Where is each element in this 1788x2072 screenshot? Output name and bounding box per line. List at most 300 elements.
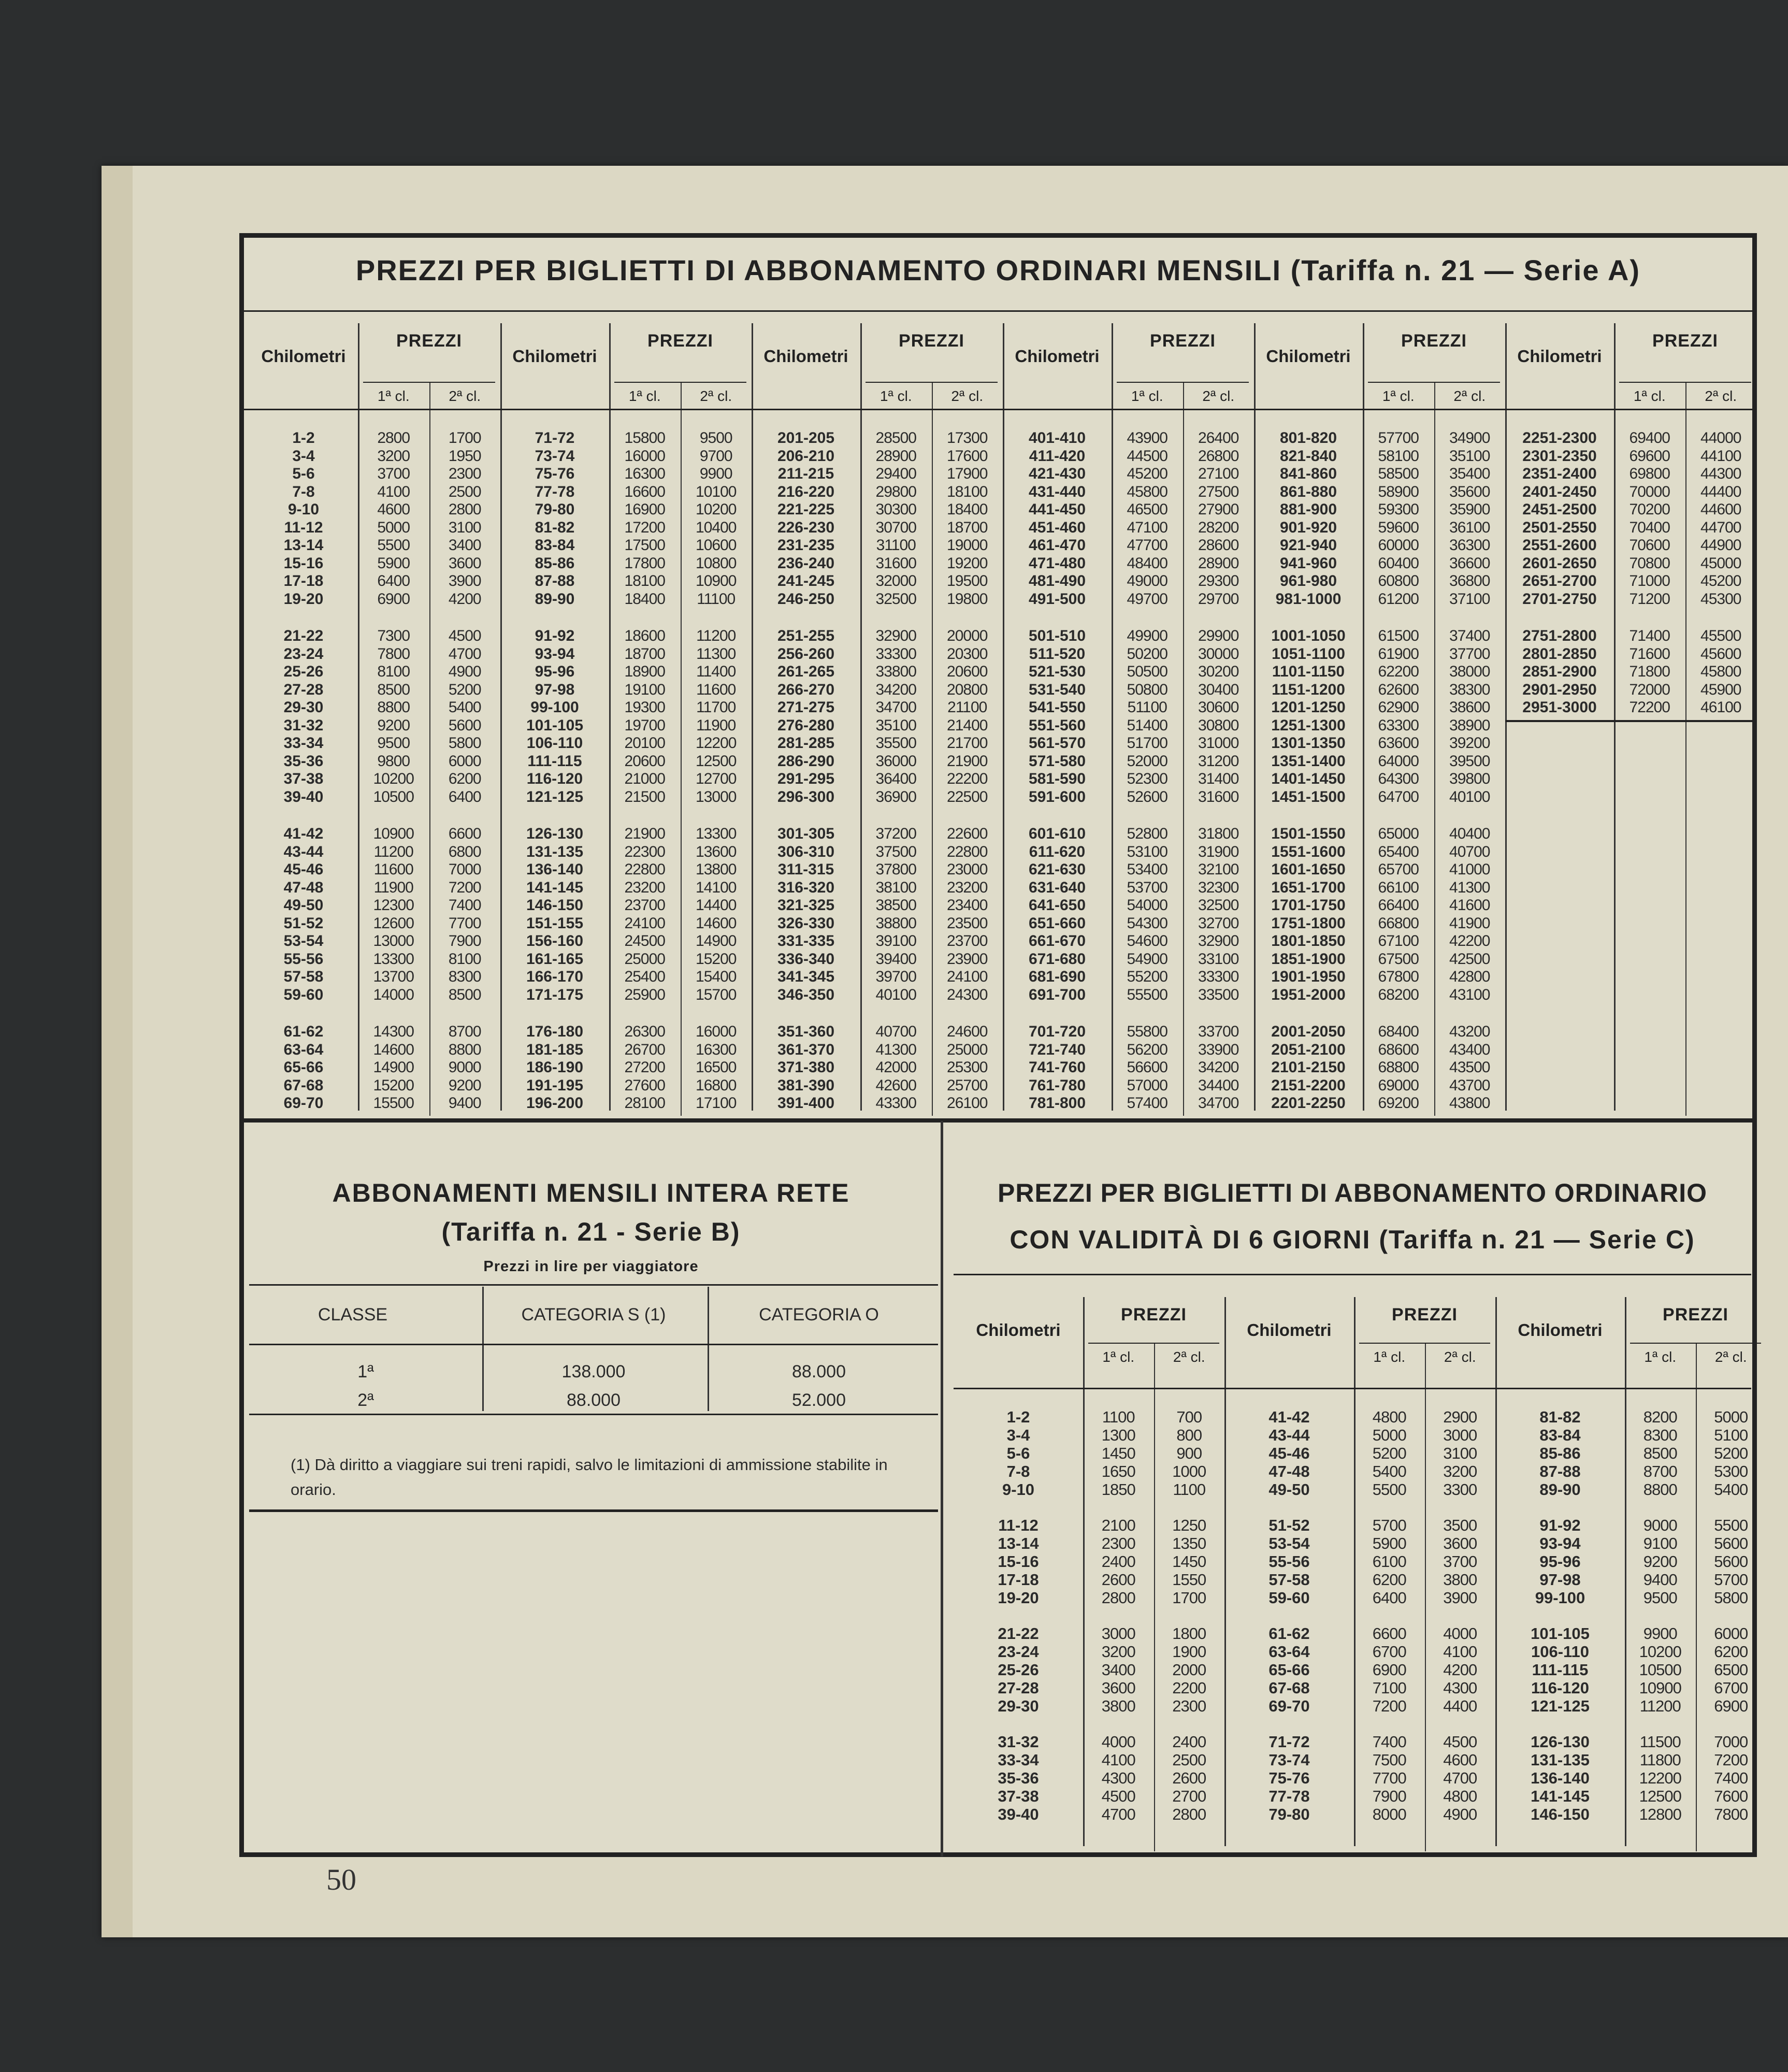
table-km-cell: 2501-2550 <box>1522 519 1597 536</box>
table-price-class2: 6200 <box>1714 1643 1748 1661</box>
table-price-class2: 32500 <box>1198 897 1239 914</box>
table-price-class1: 38800 <box>875 914 916 932</box>
table-price-class2: 44300 <box>1700 465 1741 482</box>
table-price-class1: 24100 <box>624 914 665 932</box>
table-km-cell: 91-92 <box>535 627 575 644</box>
serie-b-row2-classe: 2ª <box>357 1390 374 1410</box>
table-price-class1: 69600 <box>1629 447 1670 465</box>
table-price-class1: 17500 <box>624 537 665 554</box>
table-km-cell: 2601-2650 <box>1522 554 1597 572</box>
table-price-class1: 36900 <box>875 788 916 805</box>
table-km-cell: 411-420 <box>1029 447 1086 465</box>
table-price-class2: 11300 <box>696 645 736 663</box>
table-km-cell: 246-250 <box>777 590 835 608</box>
table-price-class2: 3900 <box>1443 1589 1477 1607</box>
table-km-cell: 2751-2800 <box>1522 627 1597 644</box>
table-price-class1: 66800 <box>1378 914 1419 932</box>
table-price-class1: 70600 <box>1629 537 1670 554</box>
table-price-class1: 66100 <box>1378 879 1419 896</box>
table-km-cell: 65-66 <box>1268 1661 1310 1679</box>
table-price-class2: 43100 <box>1449 986 1490 1003</box>
table-price-class1: 16600 <box>624 483 665 500</box>
table-km-cell: 181-185 <box>526 1041 584 1058</box>
table-km-cell: 841-860 <box>1279 465 1337 482</box>
table-price-class1: 63300 <box>1378 716 1419 734</box>
table-price-class1: 61900 <box>1378 645 1419 663</box>
table-price-class2: 1450 <box>1172 1552 1206 1571</box>
table-km-cell: 79-80 <box>535 501 575 518</box>
table-header-class-1: 1ª cl. <box>1102 1349 1135 1365</box>
table-price-class1: 4300 <box>1101 1769 1135 1787</box>
table-price-class2: 22200 <box>947 770 988 787</box>
table-km-cell: 2951-3000 <box>1522 699 1597 716</box>
table-price-class1: 7900 <box>1372 1787 1406 1805</box>
table-price-class2: 6400 <box>448 788 481 805</box>
table-km-cell: 2101-2150 <box>1271 1059 1346 1076</box>
table-km-cell: 651-660 <box>1028 914 1086 932</box>
table-km-cell: 95-96 <box>535 663 575 680</box>
table-price-class1: 68200 <box>1378 986 1419 1003</box>
table-price-class2: 14600 <box>696 914 737 932</box>
table-price-class1: 56600 <box>1127 1059 1167 1076</box>
table-price-class2: 8500 <box>448 986 481 1003</box>
table-header-class-2: 2ª cl. <box>449 388 481 404</box>
table-price-class1: 15200 <box>373 1076 414 1094</box>
table-end-rule <box>1505 720 1756 722</box>
table-price-class2: 19000 <box>947 537 988 554</box>
table-km-cell: 256-260 <box>777 645 835 663</box>
table-km-cell: 35-36 <box>283 752 324 770</box>
table-km-cell: 51-52 <box>1268 1516 1310 1534</box>
table-km-cell: 5-6 <box>1006 1444 1030 1462</box>
table-km-cell: 29-30 <box>998 1697 1039 1715</box>
table-price-class2: 2800 <box>448 501 481 518</box>
table-price-class1: 12600 <box>373 914 414 932</box>
table-price-class1: 37800 <box>875 861 916 878</box>
table-km-cell: 156-160 <box>526 932 584 949</box>
table-price-class2: 4900 <box>448 663 481 680</box>
table-price-class1: 29800 <box>875 483 916 500</box>
table-price-class1: 72200 <box>1629 699 1670 716</box>
table-price-class1: 53400 <box>1127 861 1167 878</box>
table-km-cell: 11-12 <box>284 519 323 536</box>
table-price-class1: 8000 <box>1372 1805 1406 1823</box>
table-price-class1: 54000 <box>1127 897 1167 914</box>
table-price-class2: 44100 <box>1700 447 1741 465</box>
table-price-class1: 13000 <box>373 932 414 949</box>
table-km-cell: 106-110 <box>1531 1643 1590 1661</box>
table-price-class2: 10100 <box>696 483 737 500</box>
table-km-cell: 451-460 <box>1028 519 1086 536</box>
table-price-class1: 5000 <box>1372 1426 1406 1444</box>
table-km-cell: 29-30 <box>283 699 324 716</box>
table-price-class2: 23000 <box>947 861 988 878</box>
table-header-class-2: 2ª cl. <box>1705 388 1737 404</box>
table-km-cell: 421-430 <box>1028 465 1086 482</box>
table-price-class1: 31600 <box>875 554 916 572</box>
table-price-class1: 63600 <box>1378 735 1419 752</box>
main-table-title: PREZZI PER BIGLIETTI DI ABBONAMENTO ORDINARI MENSILI (Tariffa n. 21 — Serie A) <box>355 254 1641 286</box>
table-km-cell: 55-56 <box>1268 1552 1310 1571</box>
table-price-class2: 9500 <box>699 429 732 447</box>
table-price-class2: 24300 <box>947 986 988 1003</box>
table-km-cell: 87-88 <box>1539 1462 1581 1480</box>
table-price-class2: 14900 <box>696 932 737 949</box>
table-km-cell: 531-540 <box>1028 681 1086 698</box>
table-price-class2: 43700 <box>1449 1076 1490 1094</box>
table-price-class2: 3500 <box>1443 1516 1477 1534</box>
table-km-cell: 166-170 <box>526 968 584 985</box>
table-header-km: Chilometri <box>1266 347 1351 366</box>
table-price-class2: 5600 <box>448 716 481 734</box>
table-km-cell: 1051-1100 <box>1272 645 1345 663</box>
table-price-class2: 5400 <box>1714 1480 1748 1499</box>
table-km-cell: 47-48 <box>283 879 324 896</box>
table-km-cell: 55-56 <box>283 950 324 968</box>
table-price-class2: 4800 <box>1443 1787 1477 1805</box>
table-km-cell: 15-16 <box>998 1552 1039 1571</box>
table-price-class1: 10900 <box>373 825 414 842</box>
table-km-cell: 781-800 <box>1028 1095 1086 1112</box>
table-km-cell: 65-66 <box>283 1059 324 1076</box>
table-header-prezzi: PREZZI <box>1663 1305 1728 1325</box>
table-km-cell: 521-530 <box>1028 663 1086 680</box>
table-price-class1: 6900 <box>377 590 410 608</box>
table-km-cell: 99-100 <box>530 699 579 716</box>
serie-b-head-classe: CLASSE <box>318 1305 388 1325</box>
table-price-class2: 35100 <box>1449 447 1490 465</box>
table-price-class1: 7400 <box>1372 1733 1406 1751</box>
table-price-class2: 1350 <box>1172 1534 1206 1552</box>
table-header-prezzi: PREZZI <box>1150 331 1216 351</box>
table-price-class1: 3000 <box>1101 1624 1135 1643</box>
table-km-cell: 2201-2250 <box>1271 1095 1346 1112</box>
table-km-cell: 75-76 <box>1268 1769 1310 1787</box>
serie-b-row1-classe: 1ª <box>357 1362 374 1382</box>
table-header-class-2: 2ª cl. <box>1202 388 1235 404</box>
table-price-class2: 42800 <box>1449 968 1490 985</box>
serie-b-title: ABBONAMENTI MENSILI INTERA RETE <box>332 1178 850 1207</box>
table-km-cell: 1451-1500 <box>1271 788 1346 805</box>
table-km-cell: 1501-1550 <box>1271 825 1346 842</box>
table-price-class1: 53700 <box>1127 879 1167 896</box>
table-price-class2: 10400 <box>696 519 737 536</box>
table-km-cell: 99-100 <box>1535 1589 1585 1607</box>
table-price-class2: 31200 <box>1198 752 1239 770</box>
table-price-class1: 29400 <box>875 465 916 482</box>
table-price-class1: 72000 <box>1629 681 1670 698</box>
table-km-cell: 111-115 <box>1532 1661 1589 1679</box>
table-price-class2: 7000 <box>1714 1733 1748 1751</box>
table-price-class2: 4900 <box>1443 1805 1477 1823</box>
table-price-class2: 23700 <box>947 932 988 949</box>
table-price-class2: 8700 <box>448 1023 481 1040</box>
table-price-class1: 28500 <box>875 429 916 447</box>
table-price-class2: 16000 <box>696 1023 737 1040</box>
table-price-class2: 5300 <box>1714 1462 1748 1480</box>
table-price-class1: 36000 <box>875 752 916 770</box>
table-price-class2: 45600 <box>1700 645 1741 663</box>
table-price-class2: 20800 <box>947 681 988 698</box>
table-price-class1: 20100 <box>624 735 665 752</box>
table-km-cell: 77-78 <box>1268 1787 1310 1805</box>
table-price-class2: 29300 <box>1198 572 1239 589</box>
table-price-class2: 5100 <box>1714 1426 1748 1444</box>
table-price-class2: 26400 <box>1198 429 1239 447</box>
table-price-class1: 17200 <box>624 519 665 536</box>
serie-b-subtitle: Prezzi in lire per viaggiatore <box>483 1258 699 1275</box>
table-price-class2: 30000 <box>1198 645 1239 663</box>
table-km-cell: 37-38 <box>283 770 324 787</box>
table-price-class1: 66400 <box>1378 897 1419 914</box>
table-price-class1: 40100 <box>875 986 916 1003</box>
table-price-class2: 1800 <box>1172 1624 1206 1643</box>
table-price-class1: 14000 <box>373 986 414 1003</box>
table-km-cell: 49-50 <box>283 897 324 914</box>
table-price-class2: 2400 <box>1172 1733 1206 1751</box>
table-price-class1: 24500 <box>624 932 665 949</box>
table-price-class2: 36800 <box>1449 572 1490 589</box>
table-km-cell: 141-145 <box>1531 1787 1590 1805</box>
table-price-class2: 41000 <box>1449 861 1490 878</box>
table-price-class1: 12300 <box>373 897 414 914</box>
table-km-cell: 211-215 <box>777 465 834 482</box>
table-price-class2: 23200 <box>947 879 988 896</box>
table-price-class1: 54900 <box>1127 950 1167 968</box>
table-km-cell: 431-440 <box>1028 483 1086 500</box>
table-price-class2: 5800 <box>1714 1589 1748 1607</box>
table-price-class1: 64300 <box>1378 770 1419 787</box>
table-price-class1: 6400 <box>377 572 410 589</box>
table-price-class1: 70800 <box>1629 554 1670 572</box>
serie-b-tariff: (Tariffa n. 21 - Serie B) <box>441 1217 741 1246</box>
serie-b-row1-s: 138.000 <box>561 1362 626 1382</box>
table-price-class1: 54300 <box>1127 914 1167 932</box>
table-km-cell: 17-18 <box>998 1571 1039 1589</box>
table-price-class2: 25700 <box>947 1076 988 1094</box>
table-price-class2: 20600 <box>947 663 988 680</box>
table-km-cell: 93-94 <box>535 645 575 663</box>
table-price-class1: 67100 <box>1378 932 1419 949</box>
table-km-cell: 37-38 <box>998 1787 1039 1805</box>
table-km-cell: 721-740 <box>1028 1041 1086 1058</box>
table-price-class2: 6600 <box>448 825 481 842</box>
table-km-cell: 621-630 <box>1028 861 1086 878</box>
table-km-cell: 89-90 <box>535 590 575 608</box>
table-header-prezzi: PREZZI <box>647 331 713 351</box>
table-km-cell: 176-180 <box>526 1023 584 1040</box>
table-price-class1: 9900 <box>1643 1624 1677 1643</box>
table-price-class1: 68600 <box>1378 1041 1419 1058</box>
table-price-class2: 43200 <box>1449 1023 1490 1040</box>
table-km-cell: 61-62 <box>283 1023 324 1040</box>
table-price-class2: 4100 <box>1443 1643 1477 1661</box>
table-km-cell: 23-24 <box>283 645 324 663</box>
table-km-cell: 611-620 <box>1029 843 1086 860</box>
table-km-cell: 57-58 <box>283 968 324 985</box>
table-km-cell: 1751-1800 <box>1271 914 1346 932</box>
table-km-cell: 601-610 <box>1028 825 1086 842</box>
table-price-class2: 36600 <box>1449 554 1490 572</box>
table-price-class2: 35600 <box>1449 483 1490 500</box>
table-price-class1: 5000 <box>377 519 410 536</box>
table-price-class1: 11200 <box>373 843 413 860</box>
table-price-class1: 51100 <box>1127 699 1167 716</box>
section-vertical-divider <box>941 1121 943 1857</box>
table-price-class1: 8800 <box>377 699 410 716</box>
table-km-cell: 1101-1150 <box>1272 663 1345 680</box>
table-price-class2: 7600 <box>1714 1787 1748 1805</box>
table-price-class2: 22800 <box>947 843 988 860</box>
table-km-cell: 121-125 <box>526 788 584 805</box>
table-price-class2: 33900 <box>1198 1041 1239 1058</box>
table-header-prezzi: PREZZI <box>1121 1305 1187 1325</box>
table-price-class1: 25400 <box>624 968 665 985</box>
table-km-cell: 371-380 <box>777 1059 835 1076</box>
table-price-class2: 26100 <box>947 1095 988 1112</box>
table-price-class2: 39800 <box>1449 770 1490 787</box>
table-price-class2: 8300 <box>448 968 481 985</box>
table-price-class2: 4300 <box>1443 1679 1477 1697</box>
serie-c-subtitle: CON VALIDITÀ DI 6 GIORNI (Tariffa n. 21 — Serie C) <box>1010 1225 1695 1254</box>
table-price-class1: 5700 <box>1372 1516 1406 1534</box>
table-price-class1: 9200 <box>1643 1552 1677 1571</box>
table-price-class1: 10500 <box>373 788 414 805</box>
table-header-km: Chilometri <box>1015 347 1100 366</box>
table-km-cell: 561-570 <box>1028 735 1086 752</box>
table-km-cell: 136-140 <box>1531 1769 1590 1787</box>
table-price-class2: 5400 <box>448 699 481 716</box>
table-km-cell: 43-44 <box>1268 1426 1310 1444</box>
table-price-class1: 65700 <box>1378 861 1419 878</box>
table-price-class2: 40100 <box>1449 788 1490 805</box>
table-km-cell: 79-80 <box>1268 1805 1310 1823</box>
table-price-class2: 45300 <box>1700 590 1741 608</box>
table-price-class1: 56200 <box>1127 1041 1167 1058</box>
table-price-class2: 45500 <box>1700 627 1741 644</box>
table-price-class2: 28600 <box>1198 537 1239 554</box>
table-km-cell: 41-42 <box>283 825 324 842</box>
table-km-cell: 3-4 <box>1006 1426 1030 1444</box>
table-km-cell: 671-680 <box>1028 950 1086 968</box>
table-price-class1: 7200 <box>1372 1697 1406 1715</box>
table-price-class1: 1300 <box>1101 1426 1135 1444</box>
table-price-class1: 49900 <box>1127 627 1167 644</box>
table-price-class2: 25300 <box>947 1059 988 1076</box>
table-price-class1: 11600 <box>373 861 413 878</box>
table-price-class2: 36100 <box>1449 519 1490 536</box>
table-km-cell: 131-135 <box>1531 1751 1590 1769</box>
table-price-class1: 36400 <box>875 770 916 787</box>
table-price-class1: 7700 <box>1372 1769 1406 1787</box>
table-price-class1: 67500 <box>1378 950 1419 968</box>
table-price-class2: 2500 <box>1172 1751 1206 1769</box>
table-price-class1: 3600 <box>1101 1679 1135 1697</box>
table-price-class2: 22500 <box>947 788 988 805</box>
table-price-class2: 2300 <box>448 465 481 482</box>
table-km-cell: 311-315 <box>777 861 834 878</box>
table-price-class1: 4800 <box>1372 1408 1406 1426</box>
table-price-class1: 40700 <box>875 1023 916 1040</box>
table-price-class2: 25000 <box>947 1041 988 1058</box>
table-km-cell: 691-700 <box>1028 986 1086 1003</box>
table-price-class1: 71000 <box>1629 572 1670 589</box>
table-header-km: Chilometri <box>1518 1320 1603 1340</box>
table-price-class2: 24600 <box>947 1023 988 1040</box>
table-header-class-2: 2ª cl. <box>1453 388 1486 404</box>
table-price-class1: 34700 <box>875 699 916 716</box>
table-price-class1: 7800 <box>377 645 410 663</box>
table-price-class2: 6500 <box>1714 1661 1748 1679</box>
table-price-class2: 5800 <box>448 735 481 752</box>
table-km-cell: 23-24 <box>998 1643 1039 1661</box>
table-price-class1: 39100 <box>875 932 916 949</box>
table-header-km: Chilometri <box>512 347 597 366</box>
table-km-cell: 49-50 <box>1268 1480 1310 1499</box>
table-price-class1: 31100 <box>876 537 916 554</box>
table-price-class2: 33100 <box>1198 950 1239 968</box>
table-price-class2: 4200 <box>448 590 481 608</box>
table-km-cell: 69-70 <box>283 1095 324 1112</box>
table-price-class2: 3400 <box>448 537 481 554</box>
table-price-class1: 10900 <box>1639 1679 1681 1697</box>
table-price-class1: 55500 <box>1127 986 1167 1003</box>
table-price-class1: 42000 <box>875 1059 916 1076</box>
table-price-class2: 35900 <box>1449 501 1490 518</box>
table-price-class1: 1650 <box>1101 1462 1135 1480</box>
table-price-class2: 7000 <box>448 861 481 878</box>
table-price-class1: 48400 <box>1127 554 1167 572</box>
table-km-cell: 31-32 <box>998 1733 1039 1751</box>
table-price-class1: 55800 <box>1127 1023 1167 1040</box>
table-price-class2: 7800 <box>1714 1805 1748 1823</box>
table-km-cell: 33-34 <box>998 1751 1039 1769</box>
table-price-class1: 52000 <box>1127 752 1167 770</box>
table-km-cell: 221-225 <box>777 501 835 518</box>
table-price-class2: 5000 <box>1714 1408 1748 1426</box>
table-price-class2: 15700 <box>696 986 737 1003</box>
table-price-class1: 21000 <box>624 770 665 787</box>
serie-b-top-rule <box>249 1284 938 1286</box>
table-price-class2: 11700 <box>696 699 736 716</box>
table-price-class1: 1450 <box>1101 1444 1135 1462</box>
table-price-class1: 57700 <box>1378 429 1419 447</box>
table-km-cell: 1201-1250 <box>1271 699 1346 716</box>
table-price-class2: 33700 <box>1198 1023 1239 1040</box>
table-price-class1: 9100 <box>1643 1534 1677 1552</box>
table-km-cell: 21-22 <box>998 1624 1039 1643</box>
table-km-cell: 25-26 <box>998 1661 1039 1679</box>
table-price-class2: 2700 <box>1172 1787 1206 1805</box>
serie-c-title: PREZZI PER BIGLIETTI DI ABBONAMENTO ORDINARIO <box>997 1178 1708 1207</box>
table-price-class1: 9400 <box>1643 1571 1677 1589</box>
table-price-class1: 8700 <box>1643 1462 1677 1480</box>
table-price-class1: 70200 <box>1629 501 1670 518</box>
table-km-cell: 661-670 <box>1028 932 1086 949</box>
table-price-class2: 900 <box>1176 1444 1202 1462</box>
table-price-class1: 3200 <box>1101 1643 1135 1661</box>
table-price-class2: 35400 <box>1449 465 1490 482</box>
table-price-class2: 4400 <box>1443 1697 1477 1715</box>
table-price-class1: 13700 <box>373 968 414 985</box>
table-km-cell: 85-86 <box>535 554 575 572</box>
table-price-class2: 5200 <box>448 681 481 698</box>
table-price-class1: 62200 <box>1378 663 1419 680</box>
table-km-cell: 39-40 <box>283 788 324 805</box>
table-price-class2: 27900 <box>1198 501 1239 518</box>
table-price-class1: 3800 <box>1101 1697 1135 1715</box>
table-price-class2: 38900 <box>1449 716 1490 734</box>
